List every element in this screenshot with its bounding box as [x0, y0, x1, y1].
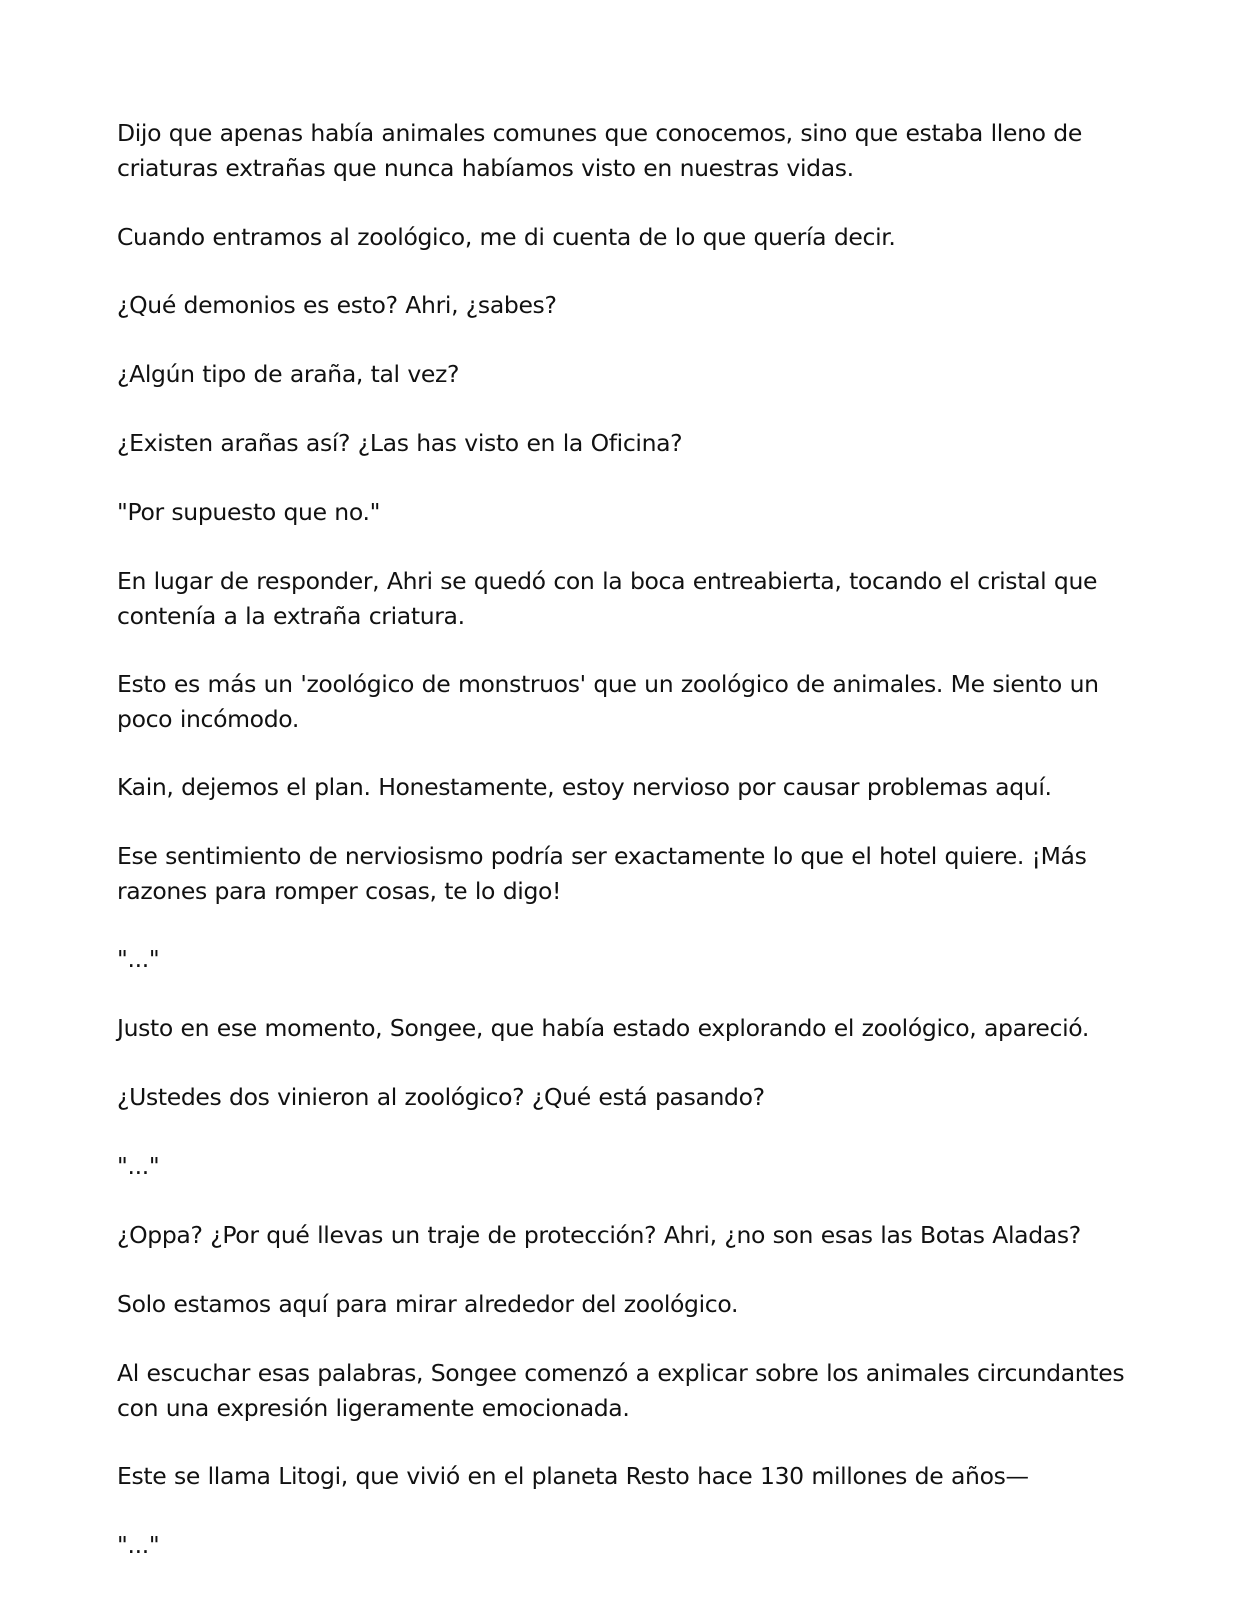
paragraph-15: ¿Oppa? ¿Por qué llevas un traje de protección? Ahri, ¿no son esas las Botas Aladas?	[117, 1221, 1081, 1249]
paragraph-3: ¿Qué demonios es esto? Ahri, ¿sabes?	[117, 291, 557, 319]
paragraph-9: Kain, dejemos el plan. Honestamente, estoy nervioso por causar problemas aquí.	[117, 773, 1052, 801]
paragraph-17: Al escuchar esas palabras, Songee comenzó a explicar sobre los animales circundantes con una expresión ligeramente emocionada.	[117, 1359, 1125, 1422]
paragraph-4: ¿Algún tipo de araña, tal vez?	[117, 360, 460, 388]
paragraph-5: ¿Existen arañas así? ¿Las has visto en la Oficina?	[117, 429, 683, 457]
paragraph-2: Cuando entramos al zoológico, me di cuenta de lo que quería decir.	[117, 223, 896, 251]
paragraph-13: ¿Ustedes dos vinieron al zoológico? ¿Qué está pasando?	[117, 1083, 765, 1111]
paragraph-19: "..."	[117, 1531, 160, 1559]
paragraph-6: "Por supuesto que no."	[117, 498, 381, 526]
paragraph-7: En lugar de responder, Ahri se quedó con la boca entreabierta, tocando el cristal que contenía a la extraña criatura.	[117, 567, 1098, 630]
paragraph-12: Justo en ese momento, Songee, que había estado explorando el zoológico, apareció.	[117, 1014, 1090, 1042]
paragraph-18: Este se llama Litogi, que vivió en el planeta Resto hace 130 millones de años—	[117, 1462, 1029, 1490]
paragraph-10: Ese sentimiento de nerviosismo podría ser exactamente lo que el hotel quiere. ¡Más razones para romper cosas, te lo digo!	[117, 842, 1087, 905]
paragraph-16: Solo estamos aquí para mirar alrededor del zoológico.	[117, 1290, 739, 1318]
paragraph-8: Esto es más un 'zoológico de monstruos' que un zoológico de animales. Me siento un poco incómodo.	[117, 670, 1099, 733]
paragraph-1: Dijo que apenas había animales comunes que conocemos, sino que estaba lleno de criaturas extrañas que nunca habíamos visto en nuestras vidas.	[117, 119, 1082, 182]
paragraph-11: "..."	[117, 945, 160, 973]
paragraph-14: "..."	[117, 1152, 160, 1180]
